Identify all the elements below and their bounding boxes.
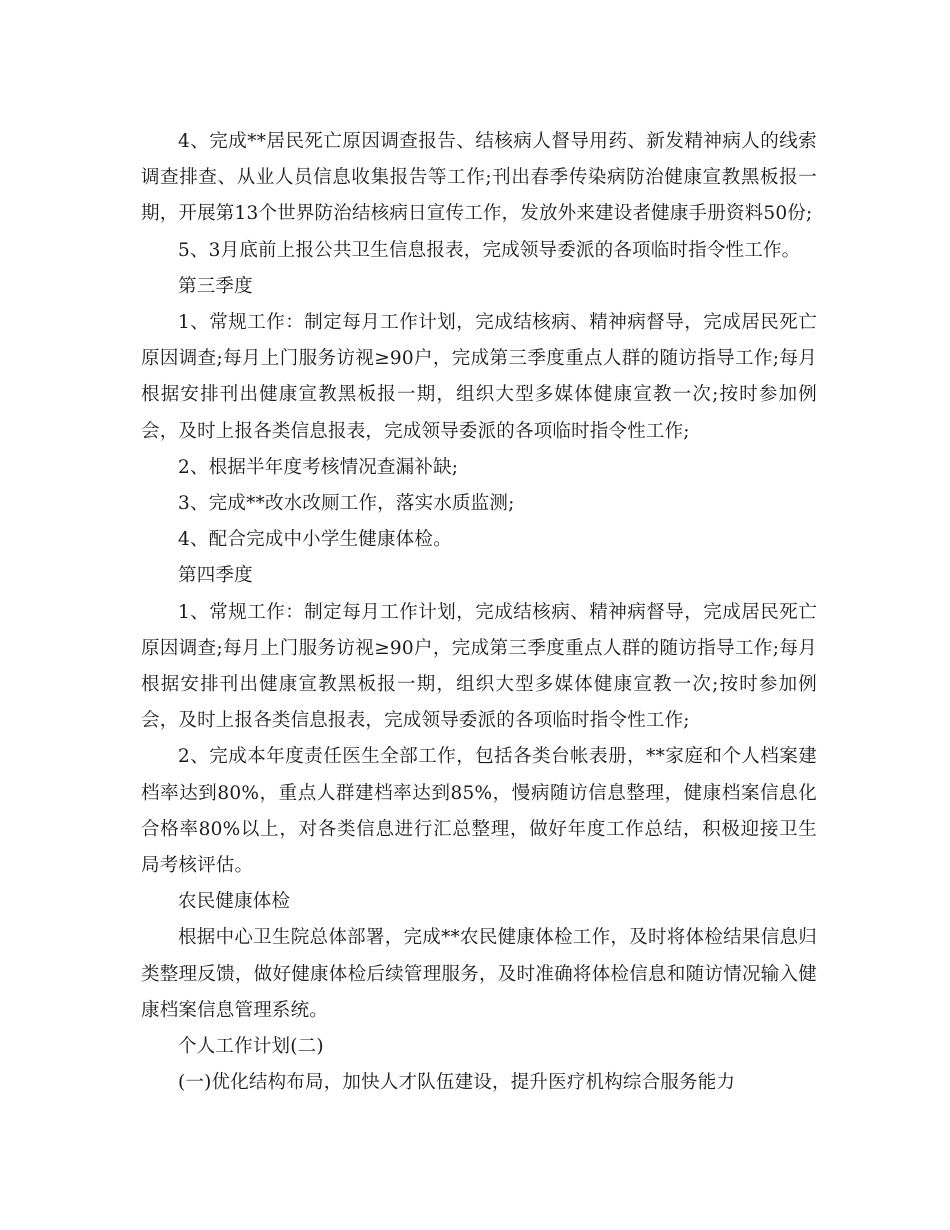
paragraph-q4-item-1: 1、常规工作：制定每月工作计划，完成结核病、精神病督导，完成居民死亡原因调查;每月上门服务访视≥90户，完成第三季度重点人群的随访指导工作;每月根据安排刊出健康宣教黑板报一期，组织大型多媒体健康宣教一次;按时参加例会，及时上报各类信息报表，完成领导委派的各项临时指令性工作; [141, 601, 817, 732]
paragraph-q3-item-1: 1、常规工作：制定每月工作计划，完成结核病、精神病督导，完成居民死亡原因调查;每月上门服务访视≥90户，完成第三季度重点人群的随访指导工作;每月根据安排刊出健康宣教黑板报一期，组织大型多媒体健康宣教一次;按时参加例会，及时上报各类信息报表，完成领导委派的各项临时指令性工作; [141, 312, 817, 442]
paragraph-q3-item-3: 3、完成**改水改厕工作，落实水质监测; [178, 493, 515, 515]
paragraph-q3-item-4: 4、配合完成中小学生健康体检。 [178, 529, 452, 551]
paragraph-section-1: (一)优化结构布局，加快人才队伍建设，提升医疗机构综合服务能力 [178, 1072, 736, 1094]
heading-farmer-health-check: 农民健康体检 [178, 891, 291, 913]
paragraph-q2-item-5: 5、3月底前上报公共卫生信息报表，完成领导委派的各项临时指令性工作。 [178, 239, 801, 261]
heading-personal-plan-2: 个人工作计划(二) [178, 1036, 324, 1058]
paragraph-q4-item-2: 2、完成本年度责任医生全部工作，包括各类台帐表册，**家庭和个人档案建档率达到80%，重点人群建档率达到85%，慢病随访信息整理，健康档案信息化合格率80%以上，对各类信息进行汇总整理，做好年度工作总结，积极迎接卫生局考核评估。 [141, 746, 817, 877]
paragraph-q3-item-2: 2、根据半年度考核情况查漏补缺; [178, 456, 459, 478]
paragraph-farmer-health-check: 根据中心卫生院总体部署，完成**农民健康体检工作，及时将体检结果信息归类整理反馈，做好健康体检后续管理服务，及时准确将体检信息和随访情况输入健康档案信息管理系统。 [141, 927, 817, 1021]
document-body [141, 124, 817, 1101]
heading-third-quarter: 第三季度 [178, 275, 253, 297]
heading-fourth-quarter: 第四季度 [178, 565, 253, 587]
paragraph-q2-item-4: 4、完成**居民死亡原因调查报告、结核病人督导用药、新发精神病人的线索调查排查、从业人员信息收集报告等工作;刊出春季传染病防治健康宣教黑板报一期，开展第13个世界防治结核病日宣传工作，发放外来建设者健康手册资料50份; [141, 131, 817, 225]
